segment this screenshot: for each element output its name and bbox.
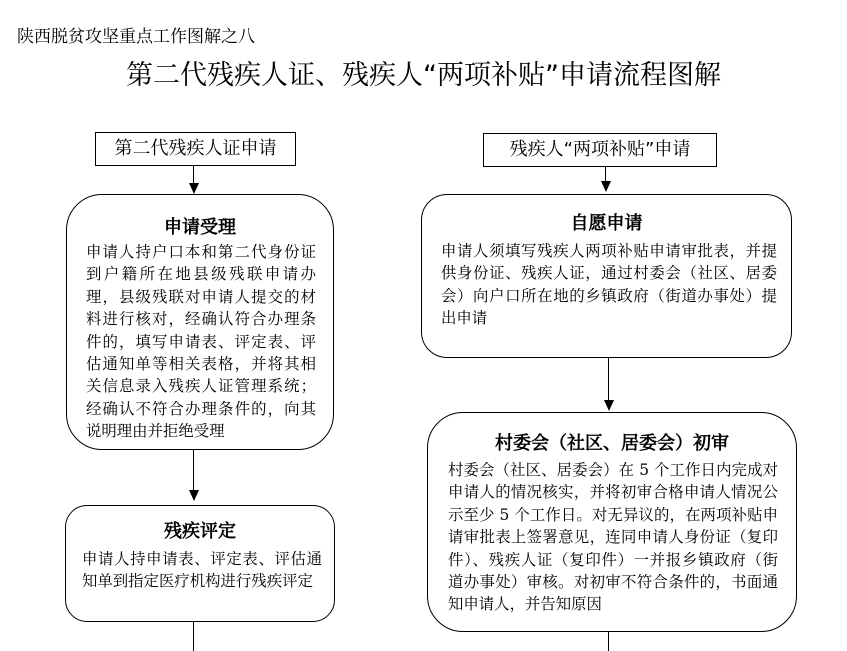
right-flow-heading-box [483, 133, 717, 167]
connector-line [193, 622, 194, 651]
page-title: 第二代残疾人证、残疾人“两项补贴”申请流程图解 [126, 60, 721, 91]
arrow-down-icon [604, 400, 614, 411]
right-flow-heading: 残疾人“两项补贴”申请 [509, 139, 691, 160]
step-title: 自愿申请 [570, 213, 643, 234]
connector-line [193, 450, 194, 492]
step-card-village-committee-review [427, 412, 797, 632]
step-title: 申请受理 [164, 217, 236, 238]
step-card-voluntary-application [421, 194, 792, 358]
step-description: 申请人持申请表、评定表、评估通知单到指定医疗机构进行残疾评定 [82, 550, 322, 591]
step-description: 村委会（社区、居委会）在 5 个工作日内完成对申请人的情况核实，并将初审合格申请人情况公示至少 5 个工作日。对无异议的，在两项补贴申请审批表上签署意见，连同申请人身份证（复印件）、残疾人证（复印件）一并报乡镇政府（街道办事处）审核。对初审不符合条件的，书面通知申请人，并告知原因 [448, 461, 778, 614]
step-card-disability-assessment [65, 505, 335, 622]
left-flow-heading-box [95, 132, 296, 166]
left-flow-heading: 第二代残疾人证申请 [114, 138, 277, 159]
step-title: 村委会（社区、居委会）初审 [495, 433, 729, 454]
arrow-down-icon [601, 181, 611, 192]
arrow-down-icon [189, 183, 199, 194]
connector-line [608, 358, 609, 401]
series-label: 陕西脱贫攻坚重点工作图解之八 [17, 27, 255, 47]
step-description: 申请人须填写残疾人两项补贴申请审批表，并提供身份证、残疾人证，通过村委会（社区、居委会）向户口所在地的乡镇政府（街道办事处）提出申请 [441, 242, 777, 328]
arrow-down-icon [189, 490, 199, 501]
step-card-application-acceptance [66, 194, 334, 450]
step-title: 残疾评定 [164, 521, 236, 542]
connector-line [608, 632, 609, 651]
step-description: 申请人持户口本和第二代身份证到户籍所在地县级残联申请办理，县级残联对申请人提交的材料进行核对，经确认符合办理条件的，填写申请表、评定表、评估通知单等相关表格，并将其相关信息录入残疾人证管理系统；经确认不符合办理条件的，向其说明理由并拒绝受理 [86, 243, 316, 441]
